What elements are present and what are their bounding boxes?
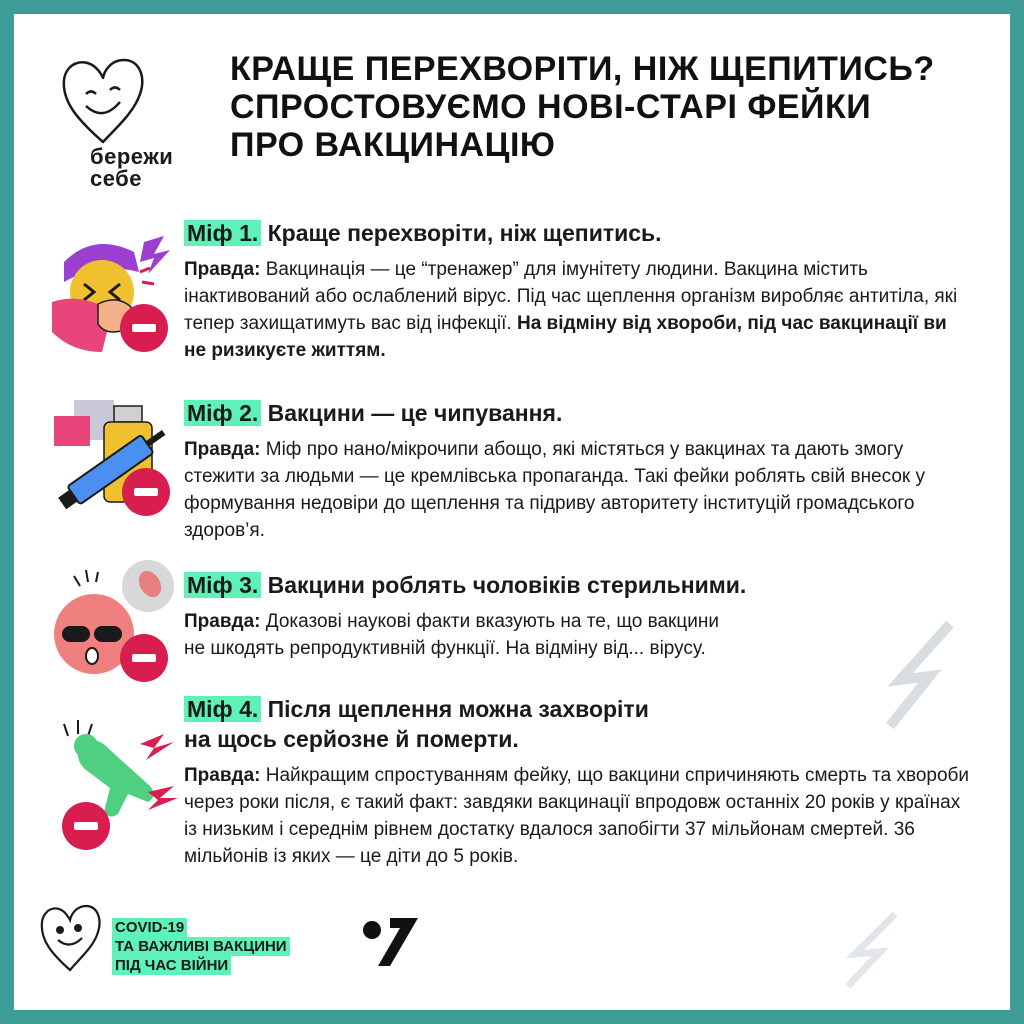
- myth-1-truth-bold: На відміну від хвороби, під час вакцинації ви не ризикуєте життям.: [184, 313, 947, 361]
- lightning-icon: [880, 620, 970, 730]
- footer-tag-line-3: ПІД ЧАС ВІЙНИ: [112, 956, 231, 975]
- myth-4: [184, 694, 974, 870]
- logo-line-2: себе: [90, 166, 143, 191]
- truth-label: Правда:: [184, 765, 261, 786]
- myth-4-heading-line-1: Після щеплення можна захворіти: [267, 696, 649, 722]
- sneezing-face-illustration: [44, 232, 184, 362]
- myth-1-label: Міф 1.: [184, 220, 261, 246]
- myth-2-label: Міф 2.: [184, 400, 261, 426]
- myth-1-heading: Краще перехворіти, ніж щепитись.: [267, 220, 662, 246]
- myth-2-truth-text: Міф про нано/мікрочипи абощо, які містяться у вакцинах та дають змогу стежити за людьми — це кремлівська пропаганда. Такі фейки роблять свій внесок у формування недовіри до щеплення та підриву авторитету інституцій громадського здоров’я.: [184, 439, 925, 541]
- syringe-vial-illustration: [44, 396, 184, 526]
- truth-label: Правда:: [184, 259, 261, 280]
- myth-3-truth: [184, 608, 974, 662]
- shocked-man-illustration: [44, 556, 184, 686]
- myth-1-truth: [184, 256, 974, 364]
- heart-smile-icon: [38, 900, 102, 974]
- logo-text: [90, 146, 173, 190]
- myth-3-truth-line-1: Доказові наукові факти вказують на те, що вакцини: [265, 611, 719, 632]
- title-line-3: ПРО ВАКЦИНАЦІЮ: [230, 126, 556, 164]
- myth-1-title: [184, 218, 974, 248]
- brand-mark-icon: [360, 914, 424, 970]
- myth-2-truth: [184, 436, 974, 544]
- myth-4-truth-text: Найкращим спростуванням фейку, що вакцини спричиняють смерть та хвороби через роки після, є такий факт: завдяки вакцинації впродовж останніх 20 років у країнах із низьким і середнім рівнем достатку вдалося запобігти 37 мільйонам смертей. 36 мільйонів із яких — це діти до 5 років.: [184, 765, 970, 867]
- myth-4-title: [184, 694, 974, 754]
- myth-1: [184, 218, 974, 364]
- truth-label: Правда:: [184, 611, 261, 632]
- footer-tag-line-1: COVID-19: [112, 918, 187, 937]
- myth-3-heading: Вакцини роблять чоловіків стерильними.: [267, 572, 747, 598]
- myth-4-truth: [184, 762, 974, 870]
- footer-tag: [112, 918, 290, 975]
- footer-tag-line-2: ТА ВАЖЛИВІ ВАКЦИНИ: [112, 937, 290, 956]
- logo-line-1: бережи: [90, 144, 174, 169]
- lightning-icon: [840, 910, 910, 990]
- myth-4-label: Міф 4.: [184, 696, 261, 722]
- myth-2: [184, 398, 974, 544]
- myth-1-truth-text: Вакцинація — це “тренажер” для імунітету людини. Вакцина містить інактивований або ослаблений вірус. Під час щеплення організм виробляє антитіла, які тепер захищатимуть вас від інфекції.: [184, 259, 958, 334]
- myth-3: [184, 570, 974, 662]
- heart-smile-icon: [58, 50, 148, 150]
- myth-3-label: Міф 3.: [184, 572, 261, 598]
- title-line-1: КРАЩЕ ПЕРЕХВОРІТИ, НІЖ ЩЕПИТИСЬ?: [230, 50, 935, 88]
- truth-label: Правда:: [184, 439, 261, 460]
- logo: [50, 50, 180, 190]
- myth-3-truth-line-2: не шкодять репродуктивній функції. На відміну від... вірусу.: [184, 638, 706, 659]
- green-figure-illustration: [44, 714, 184, 854]
- title-line-2: СПРОСТОВУЄМО НОВІ-СТАРІ ФЕЙКИ: [230, 88, 872, 126]
- page-title: [230, 50, 970, 164]
- myth-3-title: [184, 570, 974, 600]
- myth-4-heading-line-2: на щось серйозне й померти.: [184, 726, 519, 752]
- myth-2-heading: Вакцини — це чипування.: [267, 400, 563, 426]
- myth-2-title: [184, 398, 974, 428]
